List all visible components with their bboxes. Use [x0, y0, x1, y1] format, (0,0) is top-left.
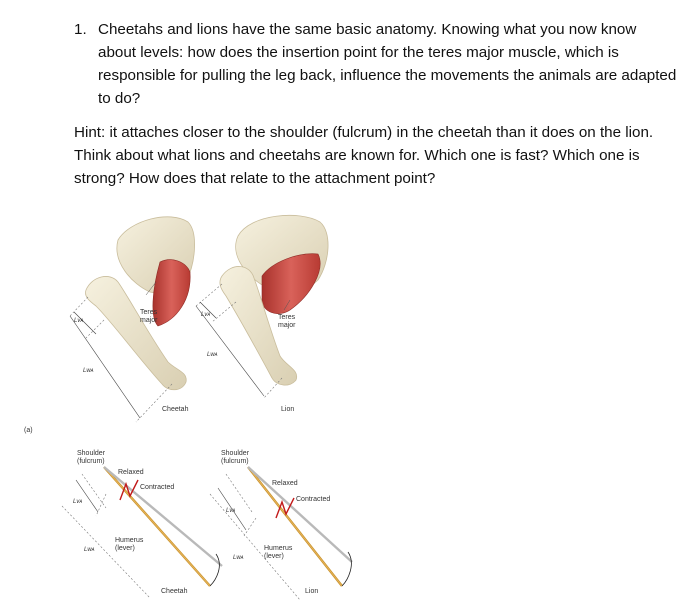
top-lion-muscle-label: Teres major [278, 314, 296, 329]
top-lion-caption: Lion [281, 406, 295, 413]
top-cheetah-caption: Cheetah [162, 406, 189, 413]
cheetah-teres-major-muscle [153, 260, 190, 326]
top-cheetah-lwa-label: Lᴡᴀ [83, 368, 94, 374]
bottom-lion-fulcrum-label: Shoulder (fulcrum) [221, 450, 250, 465]
bottom-lion-relaxed-label: Relaxed [272, 480, 298, 487]
bottom-cheetah-fulcrum-label: Shoulder (fulcrum) [77, 450, 106, 465]
top-cheetah-muscle-label: Teres major [140, 309, 158, 324]
top-lion-illustration [196, 215, 328, 398]
bottom-cheetah-lfa-label: Lᴠᴀ [73, 499, 83, 505]
bottom-cheetah-caption: Cheetah [161, 588, 188, 595]
bottom-lion-lwa-label: Lᴡᴀ [233, 555, 244, 561]
hint-text: Hint: it attaches closer to the shoulder (fulcrum) in the cheetah than it does on the lion. Think about what lions and cheetahs are known for. Which one is fast? Which one is strong? How does that relate to the attachment point? [74, 124, 654, 187]
bottom-lion-contracted-label: Contracted [296, 496, 331, 503]
bottom-lion-lfa-label: Lᴠᴀ [226, 508, 236, 514]
question-text: Cheetahs and lions have the same basic anatomy. Knowing what you now know about levels: how does the insertion point for the teres major muscle, which is responsible for pulling the leg back, influence the movements the animals are adapted to do? [98, 21, 677, 107]
bottom-lion-caption: Lion [305, 588, 319, 595]
top-cheetah-illustration [70, 217, 195, 422]
panel-label: (a) [24, 427, 33, 434]
bottom-cheetah-contracted-label: Contracted [140, 484, 175, 491]
bottom-lion-lever-label: Humerus (lever) [264, 545, 293, 560]
top-lion-lwa-label: Lᴡᴀ [207, 352, 218, 358]
bottom-cheetah-relaxed-label: Relaxed [118, 469, 144, 476]
bottom-cheetah-lwa-label: Lᴡᴀ [84, 547, 95, 553]
bottom-cheetah-lever-label: Humerus (lever) [115, 537, 144, 552]
question-number: 1. [74, 21, 87, 38]
top-lion-lfa-label: Lᴠᴀ [201, 312, 211, 318]
top-cheetah-lfa-label: Lᴠᴀ [74, 318, 84, 324]
